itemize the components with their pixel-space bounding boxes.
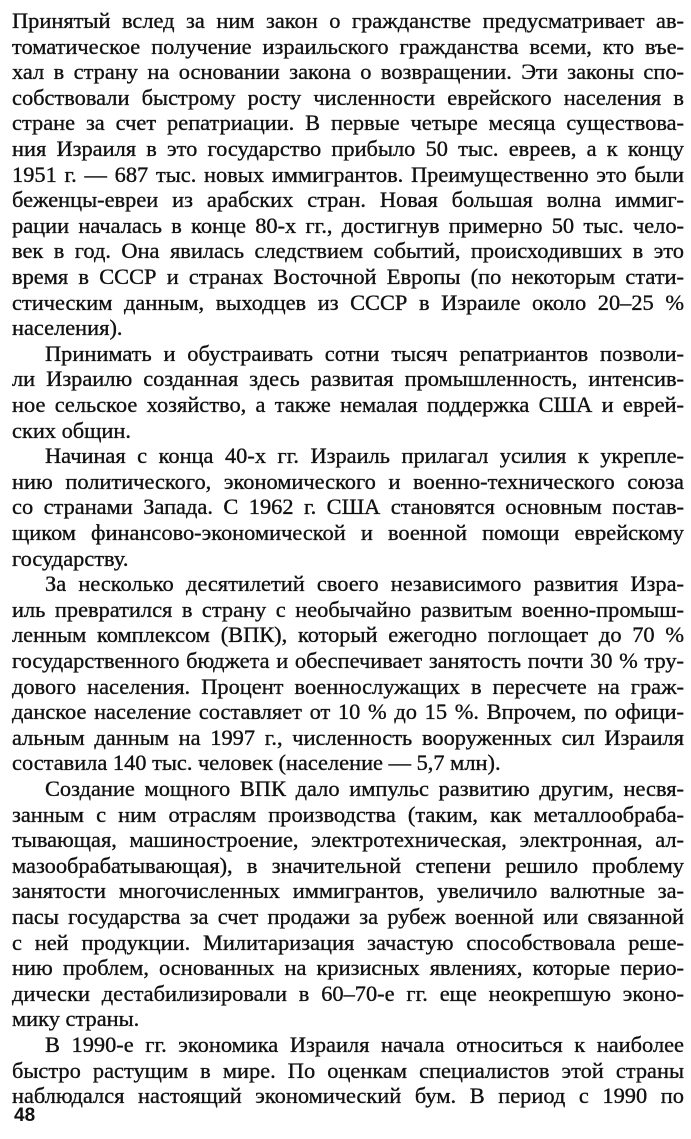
text-line: Создание мощного ВПК дало импульс развитию другим, несвя- bbox=[45, 776, 684, 801]
text-line: За несколько десятилетий своего независимого развития Изра- bbox=[45, 571, 684, 597]
text-line: беженцы-евреи из арабских стран. Новая большая волна иммиг- bbox=[12, 187, 684, 213]
text-line: мику страны. bbox=[12, 1006, 140, 1032]
text-line: составила 140 тыс. человек (население — 5,7 млн). bbox=[12, 750, 501, 776]
text-line: 1951 г. — 687 тыс. новых иммигрантов. Преимущественно это были bbox=[12, 161, 684, 187]
text-line: тывающая, машиностроение, электротехническая, электронная, ал- bbox=[12, 827, 684, 853]
text-line: пасы государства за счет продажи за рубеж военной или связанной bbox=[12, 904, 684, 929]
text-line: ли Израилю созданная здесь развитая промышленность, интенсив- bbox=[12, 366, 684, 392]
text-line: быстро растущим в мире. По оценкам специалистов этой страны bbox=[12, 1057, 684, 1083]
text-line: стическим данным, выходцев из СССР в Израиле около 20–25 % bbox=[12, 289, 684, 315]
text-line: со странами Запада. С 1962 г. США становятся основным постав- bbox=[12, 494, 684, 520]
text-line: государству. bbox=[12, 545, 129, 571]
text-line: наблюдался настоящий экономический бум. В период с 1990 по bbox=[12, 1083, 684, 1109]
text-line: государственного бюджета и обеспечивает занятость почти 30 % тру- bbox=[12, 648, 684, 673]
text-line: Начиная с конца 40-х гг. Израиль прилагал усилия к укрепле- bbox=[45, 443, 684, 469]
page-number: 48 bbox=[14, 1105, 36, 1126]
text-line: данское население составляет от 10 % до 15 %. Впрочем, по офици- bbox=[12, 699, 684, 725]
text-line: альным данным на 1997 г., численность вооруженных сил Израиля bbox=[12, 724, 684, 750]
text-line: занятости многочисленных иммигрантов, увеличило валютные за- bbox=[12, 878, 684, 904]
text-line: хал в страну на основании закона о возвращении. Эти законы спо- bbox=[12, 59, 684, 85]
text-line: нию политического, экономического и военно-технического союза bbox=[12, 468, 684, 494]
text-line: щиком финансово-экономической и военной помощи еврейскому bbox=[12, 520, 684, 545]
text-line: Принимать и обустраивать сотни тысяч репатриантов позволи- bbox=[45, 340, 684, 366]
text-line: время в СССР и странах Восточной Европы (по некоторым стати- bbox=[12, 264, 684, 289]
text-line: ное сельское хозяйство, а также немалая поддержка США и еврей- bbox=[12, 392, 684, 417]
text-line: стране за счет репатриации. В первые четыре месяца существова- bbox=[12, 110, 684, 136]
text-line: дически дестабилизировали в 60–70-е гг. еще неокрепшую эконо- bbox=[12, 980, 684, 1006]
text-line: собствовали быстрому росту численности еврейского населения в bbox=[12, 84, 684, 110]
text-line: ских общин. bbox=[12, 417, 131, 443]
text-line: томатическое получение израильского гражданства всеми, кто въе- bbox=[12, 33, 684, 59]
text-line: ленным комплексом (ВПК), который ежегодно поглощает до 70 % bbox=[12, 622, 684, 648]
text-line: В 1990-е гг. экономика Израиля начала относиться к наиболее bbox=[45, 1032, 684, 1057]
text-line: ния Израиля в это государство прибыло 50 тыс. евреев, а к концу bbox=[12, 136, 684, 161]
text-line: нию проблем, основанных на кризисных явлениях, которые перио- bbox=[12, 955, 684, 981]
text-line: иль превратился в страну с необычайно развитым военно-промыш- bbox=[12, 596, 684, 622]
text-line: населения). bbox=[12, 315, 123, 341]
text-line: занным с ним отраслям производства (таким, как металлообраба- bbox=[12, 801, 684, 827]
text-line: дового населения. Процент военнослужащих в пересчете на граж- bbox=[12, 673, 684, 699]
text-line: век в год. Она явилась следствием событий, происходивших в это bbox=[12, 238, 684, 264]
text-line: рации началась в конце 80-х гг., достигнув примерно 50 тыс. чело- bbox=[12, 212, 684, 238]
text-line: с ней продукции. Милитаризация зачастую способствовала реше- bbox=[12, 929, 684, 955]
text-line: Принятый вслед за ним закон о гражданстве предусматривает ав- bbox=[12, 8, 684, 33]
text-line: мазообрабатывающая), в значительной степени решило проблему bbox=[12, 852, 684, 878]
book-page bbox=[12, 7, 684, 1132]
